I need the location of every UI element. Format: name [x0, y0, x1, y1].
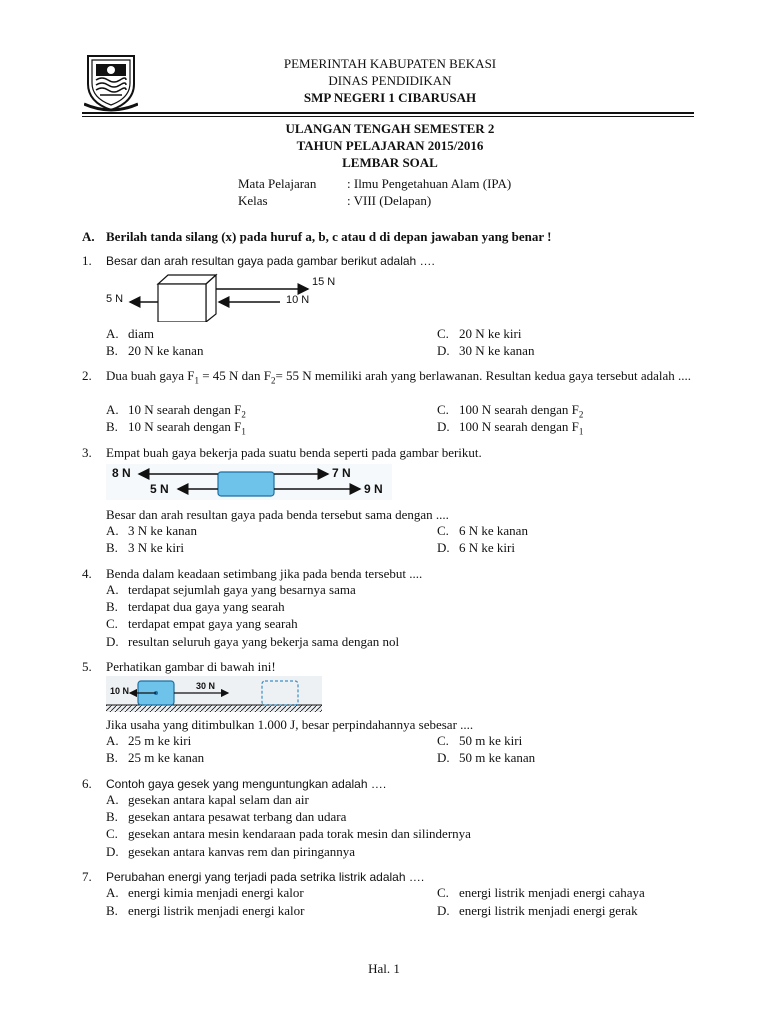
question-text: Perhatikan gambar di bawah ini!: [106, 659, 276, 674]
exam-title: ULANGAN TENGAH SEMESTER 2: [285, 121, 495, 136]
q5-figure: [106, 676, 322, 712]
question-3: [82, 444, 694, 462]
q7-option-c[interactable]: C. energi listrik menjadi energi cahaya: [437, 885, 645, 900]
section-letter: A.: [82, 229, 95, 244]
q4-option-c[interactable]: C. terdapat empat gaya yang searah: [106, 616, 298, 631]
q3-option-a[interactable]: A. 3 N ke kanan: [106, 523, 197, 538]
question-number: 1.: [82, 253, 92, 268]
q6-option-b[interactable]: B. gesekan antara pesawat terbang dan udara: [106, 809, 347, 824]
question-text: Benda dalam keadaan setimbang jika pada benda tersebut ....: [106, 566, 423, 581]
q1-option-d[interactable]: D. 30 N ke kanan: [437, 343, 535, 358]
q3-force-5n: 5 N: [150, 482, 169, 496]
q3-force-7n: 7 N: [332, 466, 351, 480]
q3-option-b[interactable]: B. 3 N ke kiri: [106, 540, 184, 555]
page-number: Hal. 1: [368, 961, 400, 976]
question-number: 2.: [82, 368, 92, 383]
subject-label: Mata Pelajaran: [238, 176, 317, 191]
q4-option-d[interactable]: D. resultan seluruh gaya yang bekerja sama dengan nol: [106, 634, 400, 649]
q5-option-c[interactable]: C. 50 m ke kiri: [437, 733, 523, 748]
header-school: SMP NEGERI 1 CIBARUSAH: [303, 90, 477, 105]
question-5: [82, 658, 694, 676]
question-text: Contoh gaya gesek yang menguntungkan adalah ….: [106, 777, 387, 791]
question-number: 4.: [82, 566, 92, 581]
q6-option-a[interactable]: A. gesekan antara kapal selam dan air: [106, 792, 309, 807]
q5-followup: Jika usaha yang ditimbulkan 1.000 J, besar perpindahannya sebesar ....: [106, 717, 474, 732]
q5-force-10n: 10 N: [110, 686, 130, 696]
question-6: [82, 775, 694, 793]
q6-option-c[interactable]: C. gesekan antara mesin kendaraan pada torak mesin dan silindernya: [106, 826, 471, 841]
q6-option-d[interactable]: D. gesekan antara kanvas rem dan piringannya: [106, 844, 356, 859]
q5-option-b[interactable]: B. 25 m ke kanan: [106, 750, 205, 765]
q2-option-d[interactable]: D. 100 N searah dengan $F_1$: [437, 419, 584, 437]
class-label: Kelas: [238, 193, 268, 208]
exam-year: TAHUN PELAJARAN 2015/2016: [296, 138, 484, 153]
subject-value: : Ilmu Pengetahuan Alam (IPA): [347, 176, 512, 191]
question-text: Perubahan energi yang terjadi pada setrika listrik adalah ….: [106, 870, 425, 884]
q7-option-b[interactable]: B. energi listrik menjadi energi kalor: [106, 903, 305, 918]
section-instruction: Berilah tanda silang (x) pada huruf a, b, c atau d di depan jawaban yang benar !: [106, 229, 552, 244]
q4-option-a[interactable]: A. terdapat sejumlah gaya yang besarnya sama: [106, 582, 356, 597]
q7-option-a[interactable]: A. energi kimia menjadi energi kalor: [106, 885, 304, 900]
q3-force-8n: 8 N: [112, 466, 131, 480]
q1-force-bottom: 10 N: [286, 294, 310, 306]
q7-option-d[interactable]: D. energi listrik menjadi energi gerak: [437, 903, 638, 918]
q5-option-a[interactable]: A. 25 m ke kiri: [106, 733, 192, 748]
q5-force-30n: 30 N: [196, 681, 216, 691]
question-number: 6.: [82, 776, 92, 791]
q1-force-left: 5 N: [106, 293, 124, 305]
question-number: 3.: [82, 445, 92, 460]
question-4: [82, 565, 694, 583]
regency-logo: [84, 50, 138, 112]
question-text: Dua buah gaya $F_1 = 45$ N dan $F_2= 55$ N memiliki arah yang berlawanan. Resultan kedua gaya tersebut adalah ....: [106, 368, 692, 386]
q3-option-d[interactable]: D. 6 N ke kiri: [437, 540, 515, 555]
q1-option-c[interactable]: C. 20 N ke kiri: [437, 326, 522, 341]
question-number: 5.: [82, 659, 92, 674]
q3-option-c[interactable]: C. 6 N ke kanan: [437, 523, 528, 538]
q1-option-b[interactable]: B. 20 N ke kanan: [106, 343, 204, 358]
question-text: Besar dan arah resultan gaya pada gambar berikut adalah ….: [106, 254, 435, 268]
q1-figure: [106, 272, 356, 322]
header-department: DINAS PENDIDIKAN: [328, 73, 452, 88]
question-2: [82, 367, 694, 385]
exam-sheet: LEMBAR SOAL: [342, 155, 438, 170]
q5-option-d[interactable]: D. 50 m ke kanan: [437, 750, 536, 765]
q2-option-c[interactable]: C. 100 N searah dengan $F_2$: [437, 402, 584, 420]
q2-option-b[interactable]: B. 10 N searah dengan $F_1$: [106, 419, 246, 437]
q4-option-b[interactable]: B. terdapat dua gaya yang searah: [106, 599, 285, 614]
class-value: : VIII (Delapan): [347, 193, 432, 208]
header-government: PEMERINTAH KABUPATEN BEKASI: [283, 56, 497, 71]
q2-option-a[interactable]: A. 10 N searah dengan $F_2$: [106, 402, 246, 420]
q3-force-9n: 9 N: [364, 482, 383, 496]
question-1: [82, 252, 694, 270]
header-divider: [82, 112, 694, 117]
q3-figure: [106, 464, 392, 500]
q1-option-a[interactable]: A. diam: [106, 326, 154, 341]
question-number: 7.: [82, 869, 92, 884]
question-text: Empat buah gaya bekerja pada suatu benda seperti pada gambar berikut.: [106, 445, 482, 460]
q1-force-top: 15 N: [312, 276, 336, 288]
question-7: [82, 868, 694, 886]
q3-followup: Besar dan arah resultan gaya pada benda tersebut sama dengan ....: [106, 507, 449, 522]
